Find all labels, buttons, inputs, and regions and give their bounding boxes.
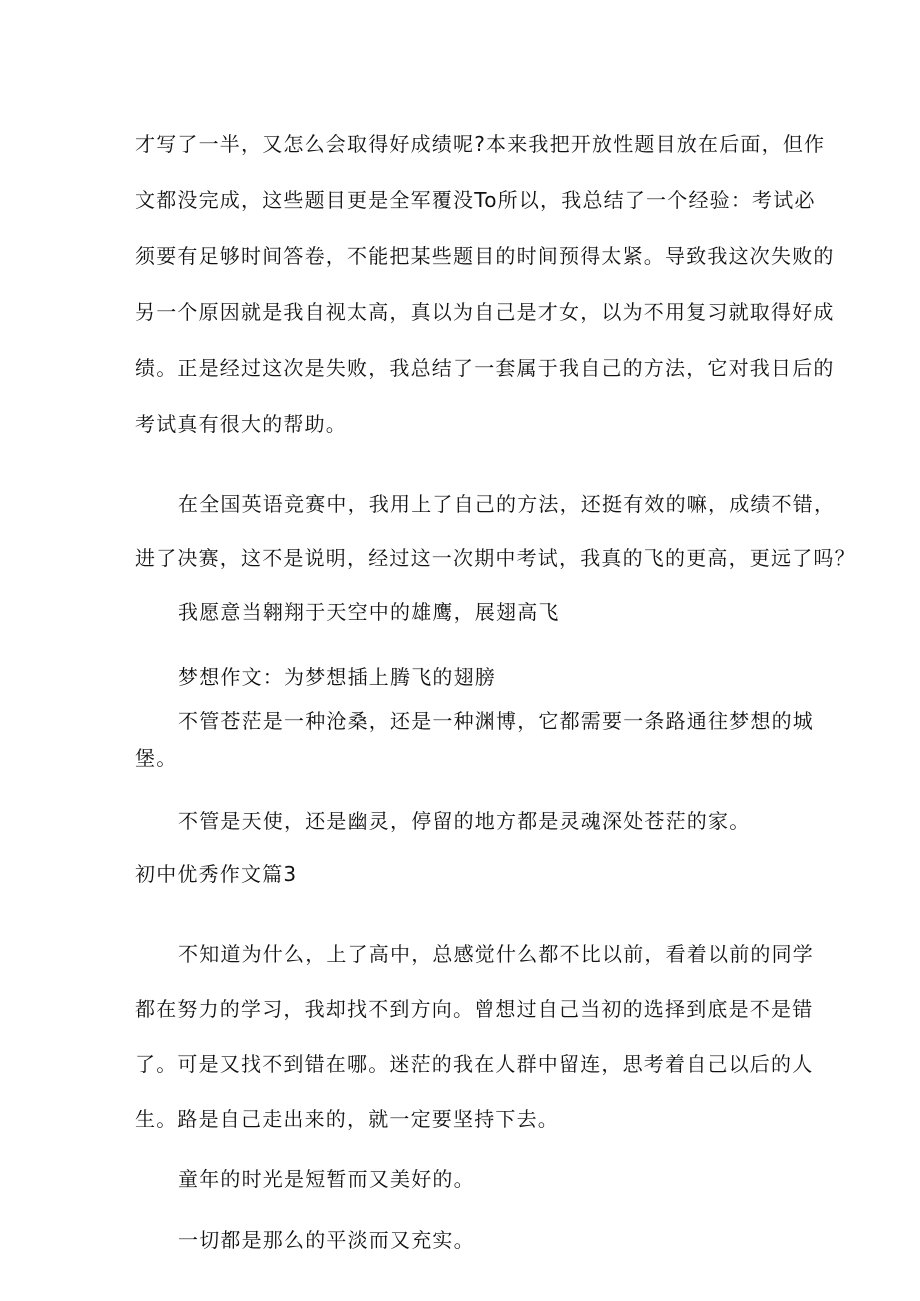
paragraph-4: 梦想作文：为梦想插上腾飞的翅膀: [178, 665, 496, 689]
paragraph-5-line-1: 不管苍茫是一种沧桑，还是一种渊博，它都需要一条路通往梦想的城: [178, 709, 814, 733]
paragraph-7-line-2: 都在努力的学习，我却找不到方向。曾想过自己当初的选择到底是不是错: [135, 997, 814, 1021]
paragraph-1-line-3: 须要有足够时间答卷，不能把某些题目的时间预得太紧。导致我这次失败的: [135, 244, 835, 268]
paragraph-1-line-1: 才写了一半，又怎么会取得好成绩呢?本来我把开放性题目放在后面，但作: [135, 132, 826, 156]
paragraph-1-line-4: 另一个原因就是我自视太高，真以为自己是才女，以为不用复习就取得好成: [135, 300, 835, 324]
paragraph-3: 我愿意当翱翔于天空中的雄鹰，展翅高飞: [178, 600, 560, 624]
paragraph-9: 一切都是那么的平淡而又充实。: [178, 1228, 475, 1252]
paragraph-7-line-1: 不知道为什么，上了高中，总感觉什么都不比以前，看着以前的同学: [178, 942, 814, 966]
paragraph-1-line-5: 绩。正是经过这次是失败，我总结了一套属于我自己的方法，它对我日后的: [135, 356, 835, 380]
paragraph-2-line-1: 在全国英语竞赛中，我用上了自己的方法，还挺有效的嘛，成绩不错，: [178, 492, 836, 516]
paragraph-7-line-3: 了。可是又找不到错在哪。迷茫的我在人群中留连，思考着自己以后的人: [135, 1052, 814, 1076]
paragraph-1-line-2: 文都没完成，这些题目更是全军覆没To所以，我总结了一个经验：考试必: [135, 188, 816, 212]
paragraph-5-line-2: 堡。: [135, 746, 178, 770]
paragraph-6: 不管是天使，还是幽灵，停留的地方都是灵魂深处苍茫的家。: [178, 809, 751, 833]
paragraph-8: 童年的时光是短暂而又美好的。: [178, 1167, 475, 1191]
paragraph-7-line-4: 生。路是自己走出来的，就一定要坚持下去。: [135, 1107, 559, 1131]
paragraph-1-line-6: 考试真有很大的帮助。: [135, 412, 347, 436]
section-heading: 初中优秀作文篇3: [135, 862, 298, 886]
paragraph-2-line-2: 进了决赛，这不是说明，经过这一次期中考试，我真的飞的更高，更远了吗？: [135, 546, 856, 570]
